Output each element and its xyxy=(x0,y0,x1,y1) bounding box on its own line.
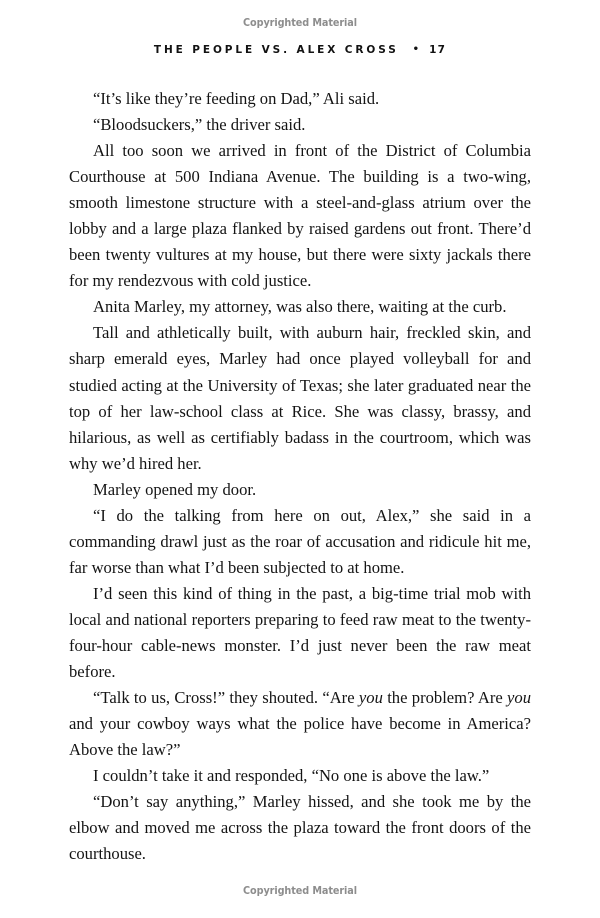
paragraph: “Bloodsuckers,” the driver said. xyxy=(93,115,306,135)
bullet-separator-icon: • xyxy=(412,44,420,55)
paragraph: Anita Marley, my attorney, was also there, waiting at the curb. xyxy=(93,297,507,317)
paragraph: “I do the talking from here on out, Alex,” she said in a commanding drawl just as the roar of accusation and ridicule hit me, far worse than what I’d been subjected to at home. xyxy=(69,505,531,577)
paragraph: “It’s like they’re feeding on Dad,” Ali said. xyxy=(93,89,380,108)
paragraph: All too soon we arrived in front of the District of Columbia Courthouse at 500 Indiana Avenue. The building is a two-wing, smooth limestone structure with a steel-and-glass atrium over the lobby and a large plaza flanked by raised gardens out front. There’d been twenty vultures at my house, but there were sixty jackals there for my rendezvous with cold justice. xyxy=(69,141,531,291)
running-head xyxy=(0,44,600,56)
paragraph: Marley opened my door. xyxy=(93,479,257,499)
copyright-watermark-bottom: Copyrighted Material xyxy=(243,884,357,897)
paragraph: I couldn’t take it and responded, “No one is above the law.” xyxy=(93,766,490,786)
paragraph: I’d seen this kind of thing in the past, a big-time trial mob with local and national reporters preparing to feed raw meat to the twenty-four-hour cable-news monster. I’d just never been the raw meat before. xyxy=(69,583,531,682)
copyright-watermark-top: Copyrighted Material xyxy=(243,16,357,29)
paragraph: “Don’t say anything,” Marley hissed, and she took me by the elbow and moved me across the plaza toward the front doors of the courthouse. xyxy=(69,792,531,864)
running-head-title: THE PEOPLE VS. ALEX CROSS xyxy=(153,44,399,56)
body-text xyxy=(69,86,531,867)
page-number: 17 xyxy=(429,44,447,56)
paragraph: Tall and athletically built, with auburn hair, freckled skin, and sharp emerald eyes, Marley had once played volleyball for and studied acting at the University of Texas; she later graduated near the top of her law-school class at Rice. She was classy, brassy, and hilarious, as well as certifiably badass in the courtroom, which was why we’d hired her. xyxy=(69,323,531,473)
paragraph: “Talk to us, Cross!” they shouted. “Are you the problem? Are you and your cowboy ways what the police have become in America? Above the law?” xyxy=(69,688,531,760)
